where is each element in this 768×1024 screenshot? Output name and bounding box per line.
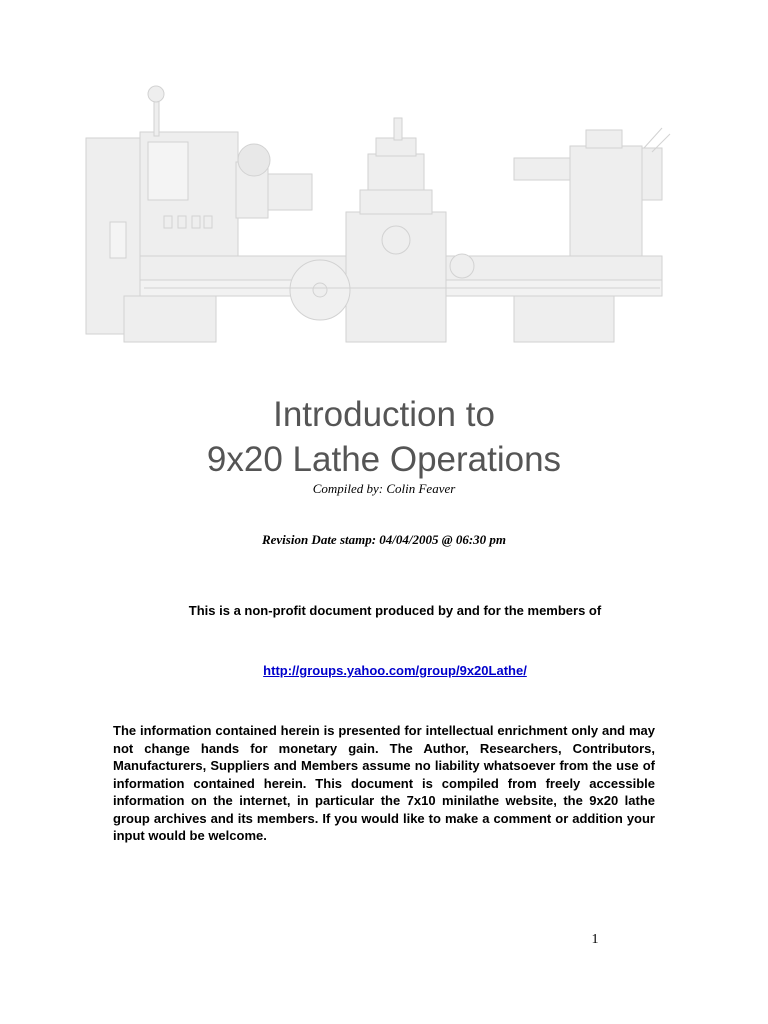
page-number: 1 bbox=[591, 932, 599, 947]
compiled-by: Compiled by: Colin Feaver bbox=[312, 481, 456, 496]
revision-date: Revision Date stamp: 04/04/2005 @ 06:30 pm bbox=[261, 532, 507, 547]
document-title-line1: Introduction to bbox=[273, 395, 495, 434]
nonprofit-notice: This is a non-profit document produced by and for the members of bbox=[188, 603, 602, 618]
document-title-line2: 9x20 Lathe Operations bbox=[206, 440, 562, 479]
lathe-illustration bbox=[84, 82, 674, 344]
group-link[interactable]: http://groups.yahoo.com/group/9x20Lathe/ bbox=[263, 663, 527, 678]
disclaimer-paragraph: The information contained herein is presented for intellectual enrichment only and may not change hands for monetary gain. The Author, Researchers, Contributors, Manufacturers, Suppliers and Members assume no liability whatsoever from the use of information contained herein. This document is compiled from freely accessible information on the internet, in particular the 7x10 minilathe website, the 9x20 lathe group archives and its members. If you would like to make a comment or addition your input would be welcome. bbox=[113, 723, 655, 843]
